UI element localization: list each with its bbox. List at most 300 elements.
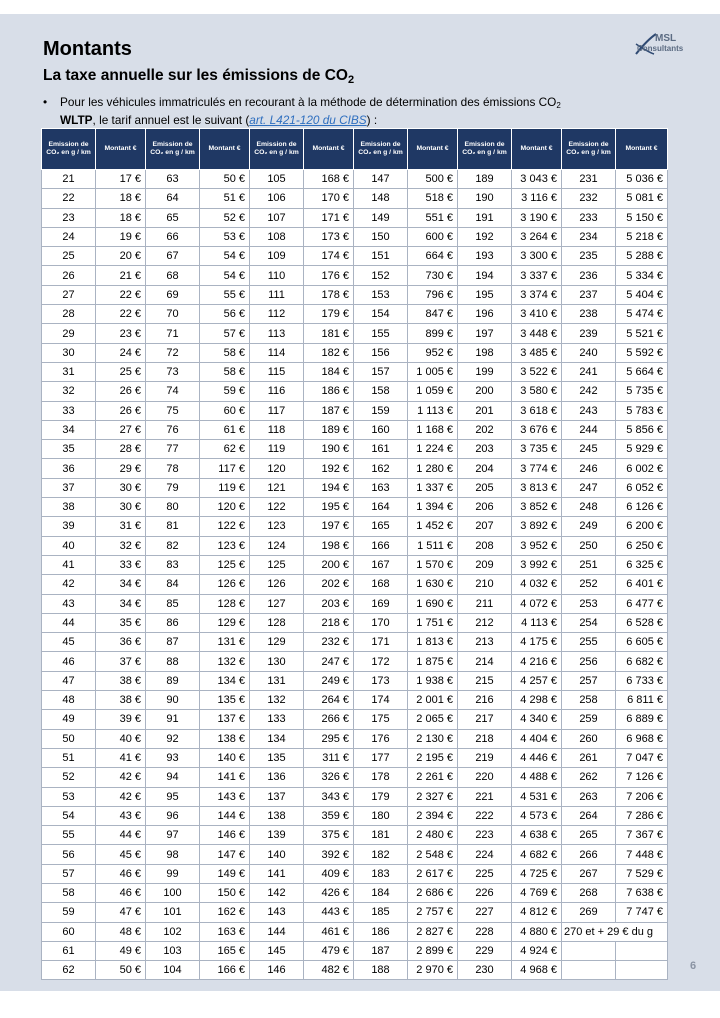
montant-cell: 47 € — [96, 903, 146, 922]
emission-cell: 58 — [42, 883, 96, 902]
emission-cell: 39 — [42, 517, 96, 536]
emission-cell: 85 — [146, 594, 200, 613]
emission-cell: 160 — [354, 420, 408, 439]
emission-cell: 44 — [42, 613, 96, 632]
emission-cell: 142 — [250, 883, 304, 902]
montant-cell: 194 € — [304, 478, 354, 497]
emission-cell: 180 — [354, 806, 408, 825]
montant-cell: 6 325 € — [616, 555, 668, 574]
montant-cell: 195 € — [304, 498, 354, 517]
emission-cell: 256 — [562, 652, 616, 671]
emission-cell: 191 — [458, 208, 512, 227]
table-row — [42, 710, 668, 729]
emission-cell: 159 — [354, 401, 408, 420]
montant-cell: 6 401 € — [616, 575, 668, 594]
table-row — [42, 401, 668, 420]
montant-cell: 178 € — [304, 285, 354, 304]
montant-cell: 551 € — [408, 208, 458, 227]
emission-cell: 64 — [146, 189, 200, 208]
emission-cell: 111 — [250, 285, 304, 304]
montant-cell: 4 298 € — [512, 691, 562, 710]
emission-cell: 103 — [146, 941, 200, 960]
emission-cell: 252 — [562, 575, 616, 594]
montant-cell: 184 € — [304, 362, 354, 381]
montant-cell: 1 005 € — [408, 362, 458, 381]
emission-cell: 123 — [250, 517, 304, 536]
table-row — [42, 922, 668, 941]
emission-cell: 226 — [458, 883, 512, 902]
emission-cell: 115 — [250, 362, 304, 381]
emission-cell: 177 — [354, 748, 408, 767]
montant-cell: 5 150 € — [616, 208, 668, 227]
emission-cell: 49 — [42, 710, 96, 729]
montant-cell: 18 € — [96, 208, 146, 227]
emission-cell: 22 — [42, 189, 96, 208]
emission-cell: 237 — [562, 285, 616, 304]
emission-cell: 156 — [354, 343, 408, 362]
montant-cell: 170 € — [304, 189, 354, 208]
montant-cell: 6 889 € — [616, 710, 668, 729]
montant-cell: 4 725 € — [512, 864, 562, 883]
header-emission: Emission de CO₂ en g / km — [458, 129, 512, 170]
montant-cell: 2 480 € — [408, 826, 458, 845]
emission-cell: 157 — [354, 362, 408, 381]
emission-cell: 30 — [42, 343, 96, 362]
emission-cell: 196 — [458, 305, 512, 324]
emission-cell: 225 — [458, 864, 512, 883]
montant-cell: 19 € — [96, 227, 146, 246]
emission-cell: 107 — [250, 208, 304, 227]
montant-cell: 37 € — [96, 652, 146, 671]
emission-cell: 140 — [250, 845, 304, 864]
montant-cell: 3 300 € — [512, 247, 562, 266]
montant-cell: 57 € — [200, 324, 250, 343]
emission-cell: 255 — [562, 633, 616, 652]
emission-cell: 158 — [354, 382, 408, 401]
emission-cell: 137 — [250, 787, 304, 806]
table-row — [42, 305, 668, 324]
montant-cell: 7 367 € — [616, 826, 668, 845]
emission-cell: 204 — [458, 459, 512, 478]
emission-cell: 214 — [458, 652, 512, 671]
montant-cell: 48 € — [96, 922, 146, 941]
table-row — [42, 189, 668, 208]
header-montant: Montant € — [96, 129, 146, 170]
emission-cell: 163 — [354, 478, 408, 497]
header-montant: Montant € — [304, 129, 354, 170]
montant-cell: 6 968 € — [616, 729, 668, 748]
emission-cell: 113 — [250, 324, 304, 343]
emission-cell: 34 — [42, 420, 96, 439]
emission-cell: 50 — [42, 729, 96, 748]
montant-cell: 2 548 € — [408, 845, 458, 864]
emission-cell: 218 — [458, 729, 512, 748]
emission-cell: 68 — [146, 266, 200, 285]
emission-cell: 36 — [42, 459, 96, 478]
montant-cell: 1 875 € — [408, 652, 458, 671]
emission-cell: 189 — [458, 170, 512, 189]
emission-cell: 104 — [146, 961, 200, 980]
logo-text — [637, 33, 701, 54]
emission-cell: 207 — [458, 517, 512, 536]
emission-cell: 242 — [562, 382, 616, 401]
emission-cell: 86 — [146, 613, 200, 632]
emission-cell: 28 — [42, 305, 96, 324]
emission-cell: 121 — [250, 478, 304, 497]
emission-cell: 183 — [354, 864, 408, 883]
table-row — [42, 498, 668, 517]
montant-cell: 4 404 € — [512, 729, 562, 748]
montant-cell: 34 € — [96, 594, 146, 613]
montant-cell: 30 € — [96, 498, 146, 517]
montant-cell: 122 € — [200, 517, 250, 536]
montant-cell: 202 € — [304, 575, 354, 594]
emission-cell: 109 — [250, 247, 304, 266]
table-row — [42, 691, 668, 710]
montant-cell: 4 968 € — [512, 961, 562, 980]
montant-cell: 2 827 € — [408, 922, 458, 941]
montant-cell: 54 € — [200, 266, 250, 285]
montant-cell: 51 € — [200, 189, 250, 208]
montant-cell: 149 € — [200, 864, 250, 883]
montant-cell: 26 € — [96, 401, 146, 420]
emission-cell: 122 — [250, 498, 304, 517]
emission-cell: 76 — [146, 420, 200, 439]
montant-cell: 38 € — [96, 691, 146, 710]
montant-cell: 138 € — [200, 729, 250, 748]
montant-cell: 21 € — [96, 266, 146, 285]
emission-cell: 264 — [562, 806, 616, 825]
logo-line1: MSL — [655, 33, 677, 44]
montant-cell: 4 531 € — [512, 787, 562, 806]
bullet-part1: Pour les véhicules immatriculés en recourant à la méthode de détermination des émissions CO — [60, 95, 557, 109]
montant-cell: 4 638 € — [512, 826, 562, 845]
emission-cell: 188 — [354, 961, 408, 980]
montant-cell: 5 856 € — [616, 420, 668, 439]
montant-cell: 2 757 € — [408, 903, 458, 922]
table-row — [42, 941, 668, 960]
emission-cell: 162 — [354, 459, 408, 478]
emission-cell: 200 — [458, 382, 512, 401]
emission-cell: 150 — [354, 227, 408, 246]
montant-cell: 58 € — [200, 362, 250, 381]
montant-cell: 192 € — [304, 459, 354, 478]
emission-cell: 153 — [354, 285, 408, 304]
emission-cell: 83 — [146, 555, 200, 574]
montant-cell: 5 592 € — [616, 343, 668, 362]
montant-cell: 3 952 € — [512, 536, 562, 555]
emission-cell: 170 — [354, 613, 408, 632]
table-row — [42, 729, 668, 748]
emission-cell: 80 — [146, 498, 200, 517]
montant-cell: 3 374 € — [512, 285, 562, 304]
emission-cell: 95 — [146, 787, 200, 806]
montant-cell: 5 081 € — [616, 189, 668, 208]
montant-cell: 5 288 € — [616, 247, 668, 266]
montant-cell: 2 065 € — [408, 710, 458, 729]
emission-cell: 81 — [146, 517, 200, 536]
montant-cell: 7 286 € — [616, 806, 668, 825]
montant-cell: 187 € — [304, 401, 354, 420]
montant-cell: 134 € — [200, 671, 250, 690]
emission-cell: 132 — [250, 691, 304, 710]
montant-cell: 5 735 € — [616, 382, 668, 401]
emission-cell: 70 — [146, 305, 200, 324]
emission-cell: 110 — [250, 266, 304, 285]
emission-cell: 195 — [458, 285, 512, 304]
montant-cell — [616, 961, 668, 980]
emission-cell: 187 — [354, 941, 408, 960]
montant-cell: 3 735 € — [512, 440, 562, 459]
emission-cell: 206 — [458, 498, 512, 517]
montant-cell: 2 261 € — [408, 768, 458, 787]
montant-cell: 3 043 € — [512, 170, 562, 189]
emission-cell: 247 — [562, 478, 616, 497]
emission-cell: 223 — [458, 826, 512, 845]
montant-cell: 22 € — [96, 285, 146, 304]
table-row — [42, 459, 668, 478]
emission-cell: 93 — [146, 748, 200, 767]
montant-cell: 6 605 € — [616, 633, 668, 652]
note-cell: 270 et + 29 € du g — [562, 922, 668, 941]
page-title: Montants — [43, 38, 132, 60]
montant-cell: 4 113 € — [512, 613, 562, 632]
montant-cell: 266 € — [304, 710, 354, 729]
montant-cell: 24 € — [96, 343, 146, 362]
montant-cell: 120 € — [200, 498, 250, 517]
montant-cell: 5 334 € — [616, 266, 668, 285]
emission-cell: 96 — [146, 806, 200, 825]
emission-cell: 212 — [458, 613, 512, 632]
montant-cell: 200 € — [304, 555, 354, 574]
emission-cell: 56 — [42, 845, 96, 864]
emission-cell: 33 — [42, 401, 96, 420]
emission-cell: 215 — [458, 671, 512, 690]
montant-cell: 50 € — [96, 961, 146, 980]
montant-cell: 311 € — [304, 748, 354, 767]
emission-cell: 190 — [458, 189, 512, 208]
emission-cell: 249 — [562, 517, 616, 536]
emission-cell: 117 — [250, 401, 304, 420]
emission-cell: 141 — [250, 864, 304, 883]
montant-cell: 3 774 € — [512, 459, 562, 478]
montant-cell: 46 € — [96, 883, 146, 902]
montant-cell: 26 € — [96, 382, 146, 401]
table-row — [42, 748, 668, 767]
montant-cell: 482 € — [304, 961, 354, 980]
table-row — [42, 671, 668, 690]
emission-cell: 40 — [42, 536, 96, 555]
montant-cell: 46 € — [96, 864, 146, 883]
montant-cell: 182 € — [304, 343, 354, 362]
montant-cell: 39 € — [96, 710, 146, 729]
emission-cell: 194 — [458, 266, 512, 285]
montant-cell: 30 € — [96, 478, 146, 497]
montant-cell: 6 733 € — [616, 671, 668, 690]
emission-cell: 41 — [42, 555, 96, 574]
montant-cell: 137 € — [200, 710, 250, 729]
emission-cell: 126 — [250, 575, 304, 594]
montant-cell: 2 970 € — [408, 961, 458, 980]
emission-cell: 260 — [562, 729, 616, 748]
cibs-article-link[interactable]: art. L421-120 du CIBS — [249, 113, 367, 127]
montant-cell: 3 522 € — [512, 362, 562, 381]
emission-cell: 211 — [458, 594, 512, 613]
montant-cell: 3 618 € — [512, 401, 562, 420]
emission-cell: 69 — [146, 285, 200, 304]
header-emission: Emission de CO₂ en g / km — [42, 129, 96, 170]
emission-cell: 169 — [354, 594, 408, 613]
table-row — [42, 806, 668, 825]
montant-cell: 58 € — [200, 343, 250, 362]
montant-cell — [616, 941, 668, 960]
montant-cell: 62 € — [200, 440, 250, 459]
montant-cell: 52 € — [200, 208, 250, 227]
emission-cell: 216 — [458, 691, 512, 710]
emission-cell: 224 — [458, 845, 512, 864]
montant-cell: 730 € — [408, 266, 458, 285]
emission-cell: 262 — [562, 768, 616, 787]
emission-cell: 97 — [146, 826, 200, 845]
montant-cell: 952 € — [408, 343, 458, 362]
table-row — [42, 247, 668, 266]
table-row — [42, 536, 668, 555]
montant-cell: 174 € — [304, 247, 354, 266]
emission-cell: 227 — [458, 903, 512, 922]
emission-cell: 234 — [562, 227, 616, 246]
emission-cell: 231 — [562, 170, 616, 189]
header-montant: Montant € — [200, 129, 250, 170]
emission-cell: 192 — [458, 227, 512, 246]
montant-cell: 61 € — [200, 420, 250, 439]
emission-cell: 173 — [354, 671, 408, 690]
emission-cell: 24 — [42, 227, 96, 246]
montant-cell: 1 570 € — [408, 555, 458, 574]
montant-cell: 36 € — [96, 633, 146, 652]
table-row — [42, 864, 668, 883]
emission-cell: 55 — [42, 826, 96, 845]
montant-cell: 146 € — [200, 826, 250, 845]
table-row — [42, 826, 668, 845]
montant-cell: 4 682 € — [512, 845, 562, 864]
montant-cell: 2 617 € — [408, 864, 458, 883]
emission-cell: 171 — [354, 633, 408, 652]
montant-cell: 899 € — [408, 324, 458, 343]
montant-cell: 42 € — [96, 787, 146, 806]
emission-cell: 210 — [458, 575, 512, 594]
montant-cell: 295 € — [304, 729, 354, 748]
montant-cell: 6 200 € — [616, 517, 668, 536]
emission-cell: 213 — [458, 633, 512, 652]
montant-cell: 796 € — [408, 285, 458, 304]
montant-cell: 343 € — [304, 787, 354, 806]
header-emission: Emission de CO₂ en g / km — [146, 129, 200, 170]
emission-cell: 21 — [42, 170, 96, 189]
table-row — [42, 324, 668, 343]
montant-cell: 54 € — [200, 247, 250, 266]
montant-cell: 392 € — [304, 845, 354, 864]
emission-cell: 181 — [354, 826, 408, 845]
montant-cell: 4 032 € — [512, 575, 562, 594]
montant-cell: 198 € — [304, 536, 354, 555]
emission-cell: 248 — [562, 498, 616, 517]
montant-cell: 3 813 € — [512, 478, 562, 497]
emission-cell: 233 — [562, 208, 616, 227]
montant-cell: 29 € — [96, 459, 146, 478]
emission-cell: 261 — [562, 748, 616, 767]
montant-cell: 7 448 € — [616, 845, 668, 864]
table-row — [42, 652, 668, 671]
emission-cell: 176 — [354, 729, 408, 748]
montant-cell: 461 € — [304, 922, 354, 941]
table-row — [42, 170, 668, 189]
emission-cell: 88 — [146, 652, 200, 671]
emission-cell: 114 — [250, 343, 304, 362]
emission-cell: 63 — [146, 170, 200, 189]
montant-cell: 38 € — [96, 671, 146, 690]
emission-cell: 99 — [146, 864, 200, 883]
montant-cell: 49 € — [96, 941, 146, 960]
montant-cell: 2 130 € — [408, 729, 458, 748]
emission-cell: 59 — [42, 903, 96, 922]
montant-cell: 2 686 € — [408, 883, 458, 902]
emission-cell: 135 — [250, 748, 304, 767]
montant-cell: 326 € — [304, 768, 354, 787]
montant-cell: 163 € — [200, 922, 250, 941]
montant-cell: 6 002 € — [616, 459, 668, 478]
emission-cell: 42 — [42, 575, 96, 594]
table-row — [42, 961, 668, 980]
montant-cell: 1 059 € — [408, 382, 458, 401]
montant-cell: 186 € — [304, 382, 354, 401]
montant-cell: 31 € — [96, 517, 146, 536]
montant-cell: 4 340 € — [512, 710, 562, 729]
emission-cell: 101 — [146, 903, 200, 922]
emission-cell: 251 — [562, 555, 616, 574]
emission-cell: 197 — [458, 324, 512, 343]
montant-cell: 55 € — [200, 285, 250, 304]
montant-cell: 7 529 € — [616, 864, 668, 883]
montant-cell: 1 690 € — [408, 594, 458, 613]
page-number: 6 — [690, 960, 697, 972]
emission-cell: 77 — [146, 440, 200, 459]
montant-cell: 7 638 € — [616, 883, 668, 902]
montant-cell: 33 € — [96, 555, 146, 574]
emission-cell: 92 — [146, 729, 200, 748]
emission-cell: 98 — [146, 845, 200, 864]
montant-cell: 3 190 € — [512, 208, 562, 227]
montant-cell: 375 € — [304, 826, 354, 845]
tax-rate-table — [41, 128, 668, 980]
emission-cell: 43 — [42, 594, 96, 613]
montant-cell: 1 168 € — [408, 420, 458, 439]
montant-cell: 7 206 € — [616, 787, 668, 806]
montant-cell: 2 195 € — [408, 748, 458, 767]
montant-cell: 143 € — [200, 787, 250, 806]
emission-cell: 47 — [42, 671, 96, 690]
emission-cell: 229 — [458, 941, 512, 960]
emission-cell: 65 — [146, 208, 200, 227]
emission-cell: 71 — [146, 324, 200, 343]
montant-cell: 60 € — [200, 401, 250, 420]
montant-cell: 4 812 € — [512, 903, 562, 922]
emission-cell: 208 — [458, 536, 512, 555]
montant-cell: 3 892 € — [512, 517, 562, 536]
table-row — [42, 787, 668, 806]
emission-cell: 243 — [562, 401, 616, 420]
montant-cell: 1 511 € — [408, 536, 458, 555]
emission-cell: 91 — [146, 710, 200, 729]
